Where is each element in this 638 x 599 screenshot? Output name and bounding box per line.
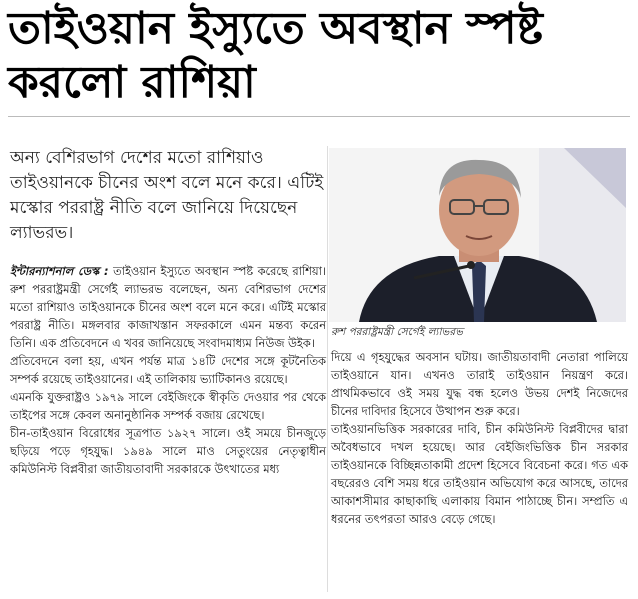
body-paragraph: প্রতিবেদনে বলা হয়, এখন পর্যন্ত মাত্র ১৪টি দেশের সঙ্গে কূটনৈতিক সম্পর্ক রয়েছে তাইওয়ানের। এই তালিকায় ভ্যাটিকানও রয়েছে।	[10, 354, 326, 386]
body-paragraph: এমনকি যুক্তরাষ্ট্রও ১৯৭৯ সালে বেইজিংকে স্বীকৃতি দেওয়ার পর থেকে তাইপের সঙ্গে কেবল অনানুষ্ঠানিক সম্পর্ক বজায় রেখেছে।	[10, 390, 326, 422]
headline-divider	[8, 116, 630, 117]
body-column-left	[10, 262, 326, 478]
body-paragraph: তাইওয়ানভিত্তিক সরকারের দাবি, চীন কমিউনিস্ট বিপ্লবীদের দ্বারা অবৈধভাবে দখল হয়েছে। আর বেইজিংভিত্তিক চীন সরকার তাইওয়ানকে বিচ্ছিন্নতাকামী প্রদেশ হিসেবে বিবেচনা করে। গত এক বছরেরও বেশি সময় ধরে তাইওয়ান অভিযোগ করে আসছে, তাদের আকাশসীমার কাছাকাছি এলাকায় বিমান পাঠাচ্ছে চীন। সম্প্রতি এ ধরনের তৎপরতা আরও বেড়ে গেছে।	[331, 422, 628, 526]
body-paragraph	[10, 262, 326, 352]
photo-caption: রুশ পররাষ্ট্রমন্ত্রী সের্গেই ল্যাভরভ	[331, 326, 463, 338]
lavrov-photo	[329, 148, 626, 322]
body-column-right	[331, 348, 628, 528]
byline: ইন্টারন্যাশনাল ডেস্ক :	[10, 264, 109, 278]
body-paragraph: চীন-তাইওয়ান বিরোধের সূত্রপাত ১৯২৭ সালে। ওই সময়ে চীনজুড়ে ছড়িয়ে পড়ে গৃহযুদ্ধ। ১৯৪৯ সালে মাও সেতুংয়ের নেতৃত্বাধীন কমিউনিস্ট বিপ্লবীরা জাতীয়তাবাদী সরকারকে উৎখাতের মধ্য	[10, 426, 326, 476]
body-paragraph: দিয়ে এ গৃহযুদ্ধের অবসান ঘটায়। জাতীয়তাবাদী নেতারা পালিয়ে তাইওয়ানে যান। এখনও তারাই তাইওয়ান নিয়ন্ত্রণ করে। প্রাথমিকভাবে ওই সময় যুদ্ধ বন্ধ হলেও উভয় দেশই নিজেদের চীনের দাবিদার হিসেবে উত্থাপন শুরু করে।	[331, 350, 628, 418]
column-divider	[327, 146, 328, 592]
headline: তাইওয়ান ইস্যুতে অবস্থান স্পষ্ট করলো রাশিয়া	[8, 3, 543, 108]
lead-paragraph: অন্য বেশিরভাগ দেশের মতো রাশিয়াও তাইওয়ানকে চীনের অংশ বলে মনে করে। এটিই মস্কোর পররাষ্ট্র নীতি বলে জানিয়ে দিয়েছেন ল্যাভরভ।	[10, 148, 324, 243]
body-paragraph-text: তাইওয়ান ইস্যুতে অবস্থান স্পষ্ট করেছে রাশিয়া। রুশ পররাষ্ট্রমন্ত্রী সের্গেই ল্যাভরভ বলেছেন, অন্য বেশিরভাগ দেশের মতো রাশিয়াও তাইওয়ানকে চীনের অংশ বলে মনে করে। এটিই মস্কোর পররাষ্ট্র নীতি। মঙ্গলবার কাজাখস্তান সফরকালে এমন মন্তব্য করেন তিনি। এক প্রতিবেদনে এ খবর জানিয়েছে সংবাদমাধ্যম নিউজ উইক।	[10, 264, 327, 350]
